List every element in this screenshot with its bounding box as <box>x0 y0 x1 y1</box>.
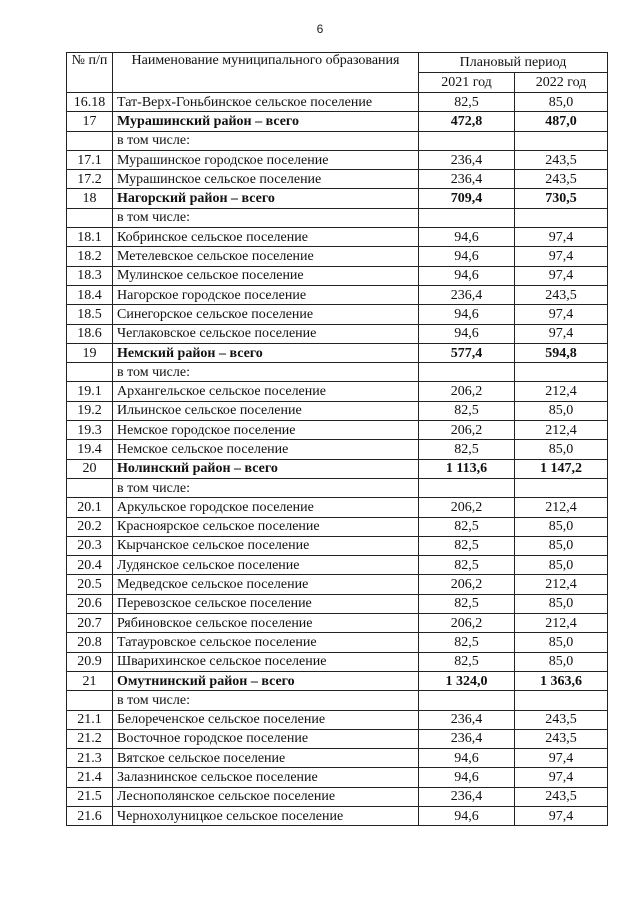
row-name: Ильинское сельское поселение <box>113 401 419 420</box>
row-value-2021: 94,6 <box>419 768 515 787</box>
table-row <box>67 401 608 420</box>
row-number: 18.5 <box>67 305 113 324</box>
row-name: Нолинский район – всего <box>113 459 419 478</box>
row-value-2022: 243,5 <box>515 729 608 748</box>
row-value-2021: 82,5 <box>419 401 515 420</box>
row-value-2021 <box>419 131 515 150</box>
table-row <box>67 556 608 575</box>
row-value-2021: 94,6 <box>419 247 515 266</box>
row-value-2022: 212,4 <box>515 421 608 440</box>
row-value-2021: 236,4 <box>419 710 515 729</box>
row-value-2022: 85,0 <box>515 401 608 420</box>
row-value-2022: 97,4 <box>515 228 608 247</box>
row-name: в том числе: <box>113 478 419 497</box>
row-value-2022: 212,4 <box>515 382 608 401</box>
row-name: в том числе: <box>113 691 419 710</box>
row-name: в том числе: <box>113 208 419 227</box>
row-value-2021: 1 113,6 <box>419 459 515 478</box>
row-value-2022: 243,5 <box>515 787 608 806</box>
row-value-2021: 82,5 <box>419 633 515 652</box>
row-value-2022: 97,4 <box>515 749 608 768</box>
table-row <box>67 266 608 285</box>
row-number: 21.4 <box>67 768 113 787</box>
row-value-2021: 82,5 <box>419 93 515 112</box>
row-value-2022: 212,4 <box>515 614 608 633</box>
table-row <box>67 150 608 169</box>
row-value-2022 <box>515 131 608 150</box>
row-name: Рябиновское сельское поселение <box>113 614 419 633</box>
row-value-2022 <box>515 208 608 227</box>
row-value-2021 <box>419 691 515 710</box>
row-value-2022: 243,5 <box>515 150 608 169</box>
row-name: Мурашинский район – всего <box>113 112 419 131</box>
row-value-2021: 236,4 <box>419 729 515 748</box>
row-value-2022: 85,0 <box>515 93 608 112</box>
row-value-2021: 94,6 <box>419 324 515 343</box>
row-number: 21.1 <box>67 710 113 729</box>
row-number: 20.9 <box>67 652 113 671</box>
table-row <box>67 421 608 440</box>
row-value-2022: 730,5 <box>515 189 608 208</box>
row-number <box>67 131 113 150</box>
table-row <box>67 787 608 806</box>
header-period: Плановый период <box>419 53 608 73</box>
table-row <box>67 768 608 787</box>
row-number: 21 <box>67 671 113 690</box>
row-name: Восточное городское поселение <box>113 729 419 748</box>
table-row-subheading <box>67 691 608 710</box>
row-name: Мулинское сельское поселение <box>113 266 419 285</box>
row-name: Медведское сельское поселение <box>113 575 419 594</box>
row-value-2022: 243,5 <box>515 170 608 189</box>
row-number: 18.4 <box>67 285 113 304</box>
row-value-2021: 94,6 <box>419 806 515 825</box>
row-number: 19.4 <box>67 440 113 459</box>
row-number: 20.8 <box>67 633 113 652</box>
row-name: Шварихинское сельское поселение <box>113 652 419 671</box>
row-value-2021: 206,2 <box>419 421 515 440</box>
table-row <box>67 247 608 266</box>
row-number <box>67 478 113 497</box>
row-number: 19 <box>67 343 113 362</box>
row-value-2022: 97,4 <box>515 768 608 787</box>
row-name: Нагорское городское поселение <box>113 285 419 304</box>
row-value-2022: 1 147,2 <box>515 459 608 478</box>
row-number: 20.7 <box>67 614 113 633</box>
row-value-2021: 206,2 <box>419 614 515 633</box>
row-name: Красноярское сельское поселение <box>113 517 419 536</box>
table-row <box>67 305 608 324</box>
table-row <box>67 575 608 594</box>
table-row <box>67 536 608 555</box>
row-name: Чеглаковское сельское поселение <box>113 324 419 343</box>
row-value-2021 <box>419 208 515 227</box>
row-number <box>67 208 113 227</box>
row-number: 17 <box>67 112 113 131</box>
header-num: № п/п <box>67 53 113 93</box>
table-header <box>67 53 608 93</box>
row-value-2022: 85,0 <box>515 440 608 459</box>
row-value-2021: 82,5 <box>419 536 515 555</box>
row-name: Мурашинское сельское поселение <box>113 170 419 189</box>
row-value-2022: 85,0 <box>515 556 608 575</box>
row-number: 19.3 <box>67 421 113 440</box>
row-number: 18 <box>67 189 113 208</box>
row-value-2022: 97,4 <box>515 324 608 343</box>
row-value-2021: 236,4 <box>419 170 515 189</box>
row-name: Немское городское поселение <box>113 421 419 440</box>
row-number <box>67 363 113 382</box>
row-name: Нагорский район – всего <box>113 189 419 208</box>
row-value-2022: 85,0 <box>515 536 608 555</box>
row-value-2021: 82,5 <box>419 556 515 575</box>
table-row <box>67 806 608 825</box>
row-number: 16.18 <box>67 93 113 112</box>
row-number: 18.6 <box>67 324 113 343</box>
row-number: 20.5 <box>67 575 113 594</box>
row-number: 17.2 <box>67 170 113 189</box>
table-row <box>67 324 608 343</box>
row-name: Немское сельское поселение <box>113 440 419 459</box>
table-row <box>67 285 608 304</box>
table-row <box>67 710 608 729</box>
row-name: Кобринское сельское поселение <box>113 228 419 247</box>
row-name: Залазнинское сельское поселение <box>113 768 419 787</box>
row-value-2021: 709,4 <box>419 189 515 208</box>
row-number: 21.6 <box>67 806 113 825</box>
row-name: Леснополянское сельское поселение <box>113 787 419 806</box>
row-number: 21.2 <box>67 729 113 748</box>
header-name: Наименование муниципального образования <box>113 53 419 93</box>
row-value-2022 <box>515 363 608 382</box>
row-value-2022: 85,0 <box>515 633 608 652</box>
row-value-2022: 97,4 <box>515 305 608 324</box>
row-value-2021 <box>419 363 515 382</box>
table-row <box>67 170 608 189</box>
row-name: Татауровское сельское поселение <box>113 633 419 652</box>
row-name: Мурашинское городское поселение <box>113 150 419 169</box>
table-row <box>67 729 608 748</box>
row-value-2022: 243,5 <box>515 710 608 729</box>
row-name: Белореченское сельское поселение <box>113 710 419 729</box>
table-row <box>67 594 608 613</box>
row-number: 18.2 <box>67 247 113 266</box>
row-value-2022: 85,0 <box>515 652 608 671</box>
row-value-2021: 94,6 <box>419 305 515 324</box>
table-row-subheading <box>67 208 608 227</box>
row-value-2022: 1 363,6 <box>515 671 608 690</box>
table-row <box>67 93 608 112</box>
row-value-2021: 82,5 <box>419 440 515 459</box>
row-value-2021: 82,5 <box>419 594 515 613</box>
row-value-2022 <box>515 691 608 710</box>
row-number: 20.6 <box>67 594 113 613</box>
row-number: 18.1 <box>67 228 113 247</box>
row-number: 21.5 <box>67 787 113 806</box>
row-value-2022: 85,0 <box>515 594 608 613</box>
row-name: Чернохолуницкое сельское поселение <box>113 806 419 825</box>
row-name: в том числе: <box>113 363 419 382</box>
table-body <box>67 93 608 826</box>
row-number: 17.1 <box>67 150 113 169</box>
row-value-2021 <box>419 478 515 497</box>
row-value-2021: 577,4 <box>419 343 515 362</box>
row-value-2021: 236,4 <box>419 285 515 304</box>
row-value-2021: 206,2 <box>419 498 515 517</box>
row-name: Немский район – всего <box>113 343 419 362</box>
table-row <box>67 652 608 671</box>
row-number: 21.3 <box>67 749 113 768</box>
table-row-subheading <box>67 131 608 150</box>
table-row-total <box>67 459 608 478</box>
row-name: Синегорское сельское поселение <box>113 305 419 324</box>
row-value-2021: 236,4 <box>419 150 515 169</box>
row-name: в том числе: <box>113 131 419 150</box>
row-value-2021: 94,6 <box>419 749 515 768</box>
table-row <box>67 440 608 459</box>
row-number: 19.2 <box>67 401 113 420</box>
row-name: Вятское сельское поселение <box>113 749 419 768</box>
row-value-2022: 594,8 <box>515 343 608 362</box>
table-row <box>67 633 608 652</box>
table-row <box>67 749 608 768</box>
row-name: Архангельское сельское поселение <box>113 382 419 401</box>
row-value-2021: 206,2 <box>419 382 515 401</box>
row-name: Метелевское сельское поселение <box>113 247 419 266</box>
table-row-subheading <box>67 478 608 497</box>
row-number: 20.2 <box>67 517 113 536</box>
table-row-total <box>67 112 608 131</box>
row-value-2022: 85,0 <box>515 517 608 536</box>
row-value-2021: 236,4 <box>419 787 515 806</box>
row-name: Тат-Верх-Гоньбинское сельское поселение <box>113 93 419 112</box>
header-year-2022: 2022 год <box>515 73 608 93</box>
row-value-2021: 94,6 <box>419 228 515 247</box>
row-value-2022: 243,5 <box>515 285 608 304</box>
table-row <box>67 614 608 633</box>
row-number: 19.1 <box>67 382 113 401</box>
row-value-2022: 212,4 <box>515 498 608 517</box>
row-value-2022: 97,4 <box>515 247 608 266</box>
municipal-table <box>66 52 608 826</box>
row-number: 20 <box>67 459 113 478</box>
row-number: 18.3 <box>67 266 113 285</box>
row-name: Кырчанское сельское поселение <box>113 536 419 555</box>
table-row <box>67 228 608 247</box>
row-number <box>67 691 113 710</box>
table-row <box>67 382 608 401</box>
row-name: Лудянское сельское поселение <box>113 556 419 575</box>
table-row-total <box>67 343 608 362</box>
row-value-2022: 487,0 <box>515 112 608 131</box>
page-number: 6 <box>316 22 324 36</box>
row-name: Омутнинский район – всего <box>113 671 419 690</box>
row-value-2021: 82,5 <box>419 517 515 536</box>
row-name: Перевозское сельское поселение <box>113 594 419 613</box>
row-number: 20.4 <box>67 556 113 575</box>
table-row-subheading <box>67 363 608 382</box>
table-row <box>67 498 608 517</box>
row-value-2021: 472,8 <box>419 112 515 131</box>
row-number: 20.3 <box>67 536 113 555</box>
table-row-total <box>67 189 608 208</box>
header-year-2021: 2021 год <box>419 73 515 93</box>
table-row <box>67 517 608 536</box>
row-value-2021: 94,6 <box>419 266 515 285</box>
row-value-2021: 206,2 <box>419 575 515 594</box>
row-value-2022 <box>515 478 608 497</box>
row-value-2022: 97,4 <box>515 806 608 825</box>
table-row-total <box>67 671 608 690</box>
row-number: 20.1 <box>67 498 113 517</box>
row-value-2022: 212,4 <box>515 575 608 594</box>
row-value-2022: 97,4 <box>515 266 608 285</box>
row-value-2021: 1 324,0 <box>419 671 515 690</box>
row-value-2021: 82,5 <box>419 652 515 671</box>
row-name: Аркульское городское поселение <box>113 498 419 517</box>
